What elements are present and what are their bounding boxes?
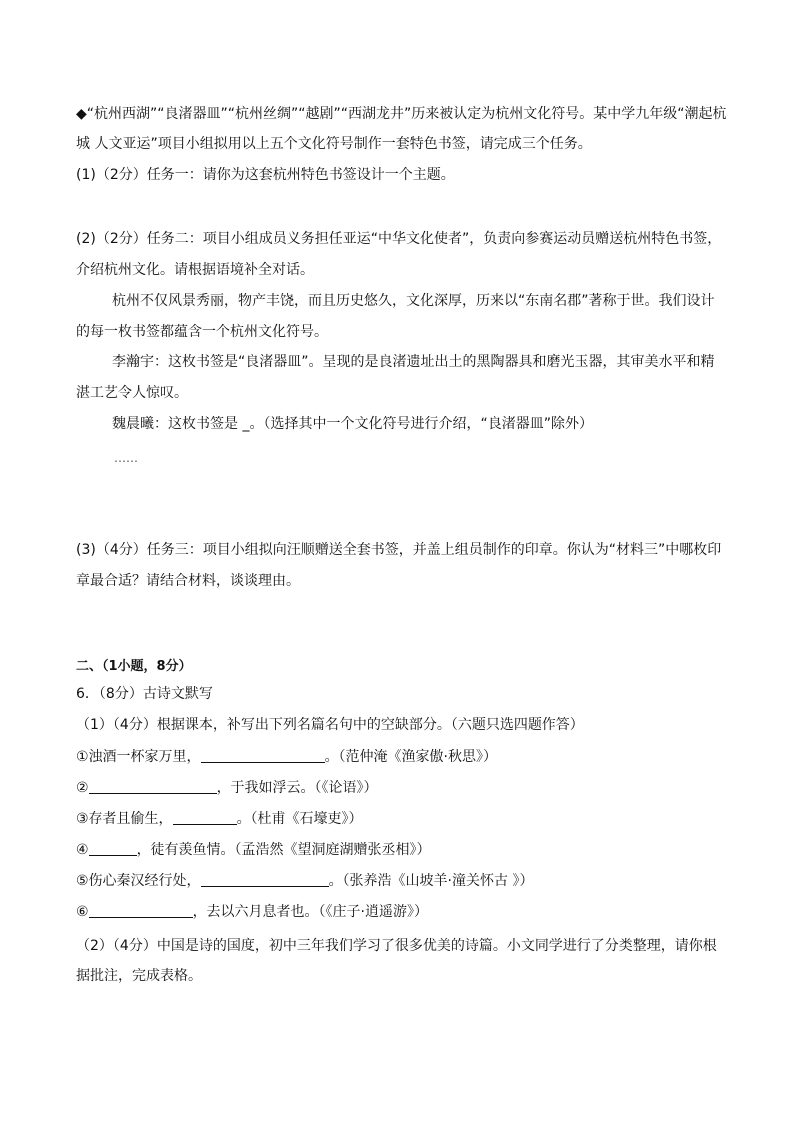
poem-item-6-source: ，去以六月息者也。（《庄子·逍遥游》） xyxy=(192,904,429,920)
poem-item-2 xyxy=(76,778,378,798)
poem-item-3-source: 。（杜甫《石壕吏》） xyxy=(236,811,363,827)
sub-question-2-line-2: 据批注，完成表格。 xyxy=(76,968,202,984)
dialogue-wei: 魏晨曦：这枚书签是 _。（选择其中一个文化符号进行介绍，“良渚器皿”除外） xyxy=(112,416,593,432)
poem-item-5-text: ⑤伤心秦汉经行处， xyxy=(76,873,201,889)
poem-item-5 xyxy=(76,871,533,891)
sub-question-2-line-1: （2）（4分）中国是诗的国度，初中三年我们学习了很多优美的诗篇。小文同学进行了分类整理，请你根 xyxy=(76,938,717,954)
question-6-title: 6．（8分）古诗文默写 xyxy=(76,686,213,702)
dialogue-li-line-2: 湛工艺令人惊叹。 xyxy=(76,385,188,401)
poem-item-1-text: ①浊酒一杯家万里， xyxy=(76,749,201,765)
answer-blank-1[interactable] xyxy=(201,748,325,763)
question-2-line-2: 介绍杭州文化。请根据语境补全对话。 xyxy=(76,262,314,278)
answer-blank-4[interactable] xyxy=(89,841,137,856)
poem-item-4-source: ，徒有羡鱼情。（孟浩然《望洞庭湖赠张丞相》） xyxy=(136,842,431,858)
poem-item-4 xyxy=(76,840,431,860)
poem-item-5-source: 。（张养浩《山坡羊·潼关怀古 》） xyxy=(328,873,534,889)
answer-blank-6[interactable] xyxy=(89,903,193,918)
answer-blank-3[interactable] xyxy=(173,810,237,825)
intro-line-2: 城 人文亚运”项目小组拟用以上五个文化符号制作一套特色书签，请完成三个任务。 xyxy=(76,136,592,152)
answer-blank-5[interactable] xyxy=(201,872,329,887)
poem-item-2-source: ，于我如浮云。（《论语》） xyxy=(216,780,378,796)
dialogue-li-line-1: 李瀚宇：这枚书签是“良渚器皿”。呈现的是良渚遗址出土的黑陶器具和磨光玉器，其审美水平和精 xyxy=(112,354,715,370)
section-2-header: 二、（1小题，8分） xyxy=(76,659,192,674)
answer-blank-2[interactable] xyxy=(89,779,217,794)
intro-line-1: ◆“杭州西湖”“良渚器皿”“杭州丝绸”“越剧”“西湖龙井”历来被认定为杭州文化符号。某中学九年级“潮起杭 xyxy=(76,106,727,122)
poem-item-1-source: 。（范仲淹《渔家傲·秋思》） xyxy=(324,749,498,765)
paragraph-1-line-1: 杭州不仅风景秀丽，物产丰饶，而且历史悠久，文化深厚，历来以“东南名郡”著称于世。我们设计 xyxy=(112,293,715,309)
sub-question-1: （1）（4分）根据课本，补写出下列名篇名句中的空缺部分。（六题只选四题作答） xyxy=(76,717,584,733)
question-3-line-1: (3)（4分）任务三：项目小组拟向汪顺赠送全套书签，并盖上组员制作的印章。你认为“材料三”中哪枚印 xyxy=(76,542,722,558)
ellipsis: …… xyxy=(114,451,138,465)
question-3-line-2: 章最合适？请结合材料，谈谈理由。 xyxy=(76,573,300,589)
poem-item-6 xyxy=(76,902,428,922)
poem-item-2-text: ② xyxy=(76,780,89,796)
paragraph-1-line-2: 的每一枚书签都蕴含一个杭州文化符号。 xyxy=(76,324,328,340)
poem-item-4-text: ④ xyxy=(76,842,89,858)
poem-item-3-text: ③存者且偷生， xyxy=(76,811,173,827)
poem-item-1 xyxy=(76,747,497,767)
question-2-line-1: (2)（2分）任务二：项目小组成员义务担任亚运“中华文化使者”，负责向参赛运动员赠送杭州特色书签， xyxy=(76,231,722,247)
poem-item-6-text: ⑥ xyxy=(76,904,89,920)
poem-item-3 xyxy=(76,809,363,829)
question-1: (1)（2分）任务一：请你为这套杭州特色书签设计一个主题。 xyxy=(76,167,455,183)
